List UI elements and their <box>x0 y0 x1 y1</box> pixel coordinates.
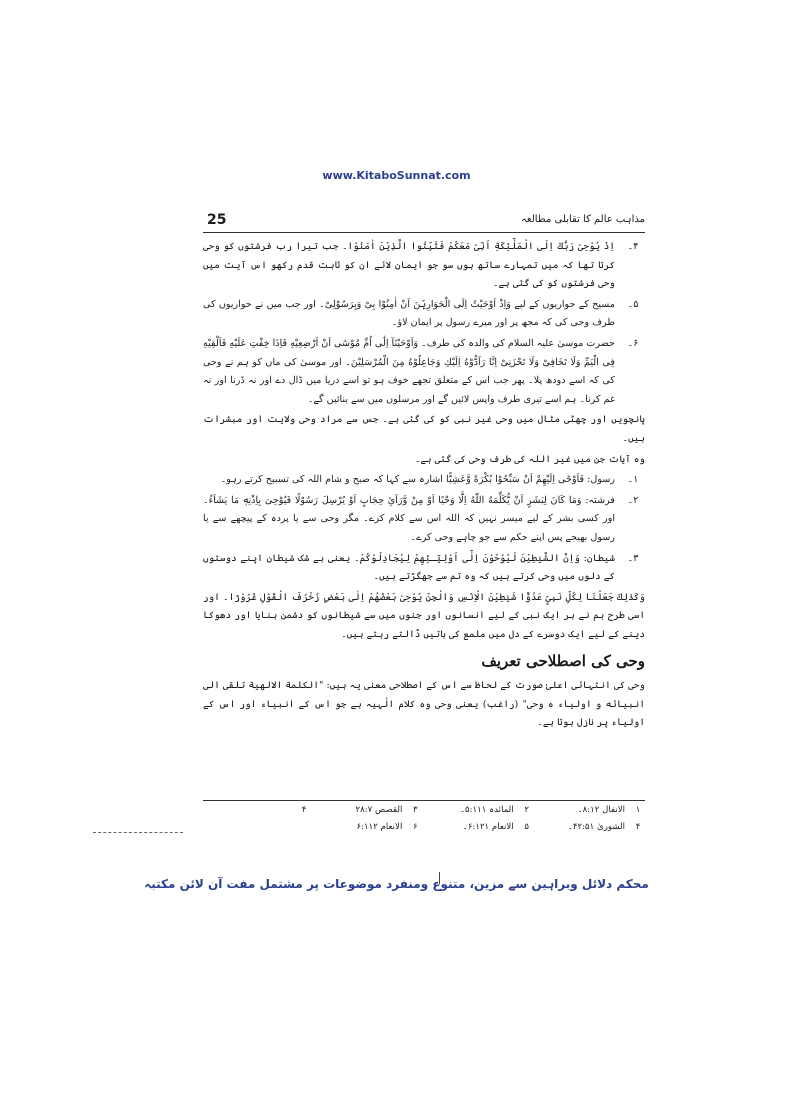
item-number: ۳۔ <box>627 552 639 564</box>
item-number: ۵۔ <box>627 298 639 310</box>
footnote-mark: ۵ <box>524 821 529 832</box>
footnote <box>426 805 534 815</box>
footnote-mark: ۲ <box>524 804 529 815</box>
footnote-ref: الانفال ۸:۱۲۔ <box>577 804 625 815</box>
list-item <box>203 296 645 333</box>
item-text: حضرت موسیٰ علیہ السلام کی والدہ کی طرف۔ وَاَوْحَيْنَآ اِلٰٓى اُمِّ مُوْسٰٓى اَنْ اَرْضِعِيْهِ فَاِذَا خِفْتِ عَلَيْهِ فَاَلْقِيْهِ فِى الْيَمِّ وَلَا تَخَافِىْ وَلَا تَحْزَنِىْ اِنَّا رَآدُّوْهُ اِلَيْكِ وَجَاعِلُوْهُ مِنَ الْمُرْسَلِيْنَ۔ اور موسیٰ کی ماں کو ہم نے وحی کی کہ اسے دودھ پلا۔ پھر جب اس کے متعلق تجھے خوف ہو تو اسے دریا میں ڈال دے اور نہ ڈرنا اور نہ غم کرنا۔ ہم اسے تیری طرف واپس لائیں گے اور مرسلوں میں سے بنائیں گے۔ <box>203 337 615 405</box>
item-text: فرشتہ: وَمَا كَانَ لِبَشَرٍ اَنْ يُّكَلِّمَهُ اللّٰهُ اِلَّا وَحْيًا اَوْ مِنْ وَّرَآئِ حِجَابٍ اَوْ يُرْسِلَ رَسُوْلًا فَيُوْحِىَ بِاِذْنِهٖ مَا يَشَآءُ۔ اور کسی بشر کے لیے میسر نہیں کہ اللہ اس سے کلام کرے۔ مگر وحی سے یا پردہ کے پیچھے سے یا رسول بھیجے پس اپنے حکم سے جو چاہے وحی کرے۔ <box>203 494 615 543</box>
footnote <box>537 805 645 815</box>
list-item <box>203 492 645 548</box>
item-number: ۶۔ <box>627 337 639 349</box>
item-number: ۲۔ <box>627 494 639 506</box>
footnote <box>537 822 645 832</box>
site-link[interactable]: www.KitaboSunnat.com <box>322 169 471 182</box>
footnotes <box>203 800 645 835</box>
footnote-mark: ۴ <box>301 804 307 815</box>
paragraph: وَكَذٰلِكَ جَعَلْنَا لِكُلِّ نَبِىٍّ عَدُوًّا شَيٰطِيْنَ الْاِنْسِ وَالْجِنِّ يُوْحِىْ بَعْضُهُمْ اِلٰى بَعْضٍ زُخْرُفَ الْقَوْلِ غُرُوْرًا۔ اور اسی طرح ہم نے ہر ایک نبی کے لیے انسانوں اور جنوں میں سے شیطانوں کو دشمن بنایا اور دھوکا دینے کے لیے ایک دوسرے کے دل میں ملمع کی باتیں ڈالتے رہتے ہیں۔ <box>203 591 645 640</box>
margin-dashes <box>93 832 183 833</box>
body-text <box>203 238 645 735</box>
footnote-ref: الانعام ۶:۱۱۲ <box>356 821 403 832</box>
list-item <box>203 335 645 409</box>
running-title: مذاہب عالم کا تقابلی مطالعہ <box>521 214 645 225</box>
paragraph: وہ آیات جن میں غیر اللہ کی طرف وحی کی گئی ہے۔ <box>414 453 645 465</box>
item-number: ۴۔ <box>627 241 639 252</box>
footnote-row <box>203 818 645 835</box>
page-header <box>203 212 645 233</box>
footnote <box>314 805 422 815</box>
footnote-mark: ۱ <box>635 804 641 815</box>
item-text: مسیح کے حواریوں کے لیے وَاِذْ اَوْحَيْتُ اِلَى الْحَوَارِيّٖنَ اَنْ اٰمِنُوْا بِىْ وَبِرَسُوْلِىْ۔ اور جب میں نے حواریوں کی طرف وحی کی کہ مجھ پر اور میرے رسول پر ایمان لاؤ۔ <box>203 298 615 329</box>
promo-banner[interactable]: محکم دلائل وبراہین سے مزین، متنوع ومنفرد موضوعات پر مشتمل مفت آن لائن مکتبہ <box>144 877 649 891</box>
book-page <box>203 212 645 862</box>
footnote-mark: ۳ <box>413 804 418 815</box>
definition-paragraph: وحی کی انتہائی اعلیٰ صورت کے لحاظ سے اس کے اصطلاحی معنی یہ ہیں: "الكلمة الالهية تلقى الى انبيائه و اولياء ه وحى" (راغب) یعنی وحی وہ کلام الٰہیہ ہے جو اس کے انبیاء اور اس کے اولیاء پر نازل ہوتا ہے۔ <box>203 680 645 729</box>
footnote <box>426 822 534 832</box>
footnote <box>314 822 422 832</box>
footnote-mark: ۴ <box>635 821 641 832</box>
item-text: اِذْ يُوْحِىْ رَبُّكَ اِلَى الْمَلٰٓئِكَةِ اَنِّىْ مَعَكُمْ فَثَبِّتُوا الَّذِيْنَ اٰمَنُوْا۔ جب تیرا رب فرشتوں کو وحی کرتا تھا کہ میں تمہارے ساتھ ہوں سو جو ایمان لائے ان کو ثابت قدم رکھو اس آیت میں وحی فرشتوں کو کی گئی ہے۔ <box>203 241 615 290</box>
page-number: 25 <box>207 212 227 228</box>
item-text: رسول: فَاَوْحٰٓى اِلَيْهِمْ اَنْ سَبِّحُوْا بُكْرَةً وَّعَشِيًّا اشارہ سے کہا کہ صبح و شام اللہ کی تسبیح کرتے رہو۔ <box>220 474 615 486</box>
footnote-mark: ۶ <box>413 821 418 832</box>
list-item <box>203 238 645 294</box>
list-item <box>203 471 645 490</box>
section-heading: وحی کی اصطلاحی تعریف <box>481 652 645 671</box>
footnote-row <box>203 801 645 818</box>
footnote <box>203 805 311 815</box>
footnote-ref: المائدہ ۵:۱۱۱۔ <box>460 804 514 815</box>
paragraph: پانچویں اور چھٹی مثال میں وحی غیر نبی کو کی گئی ہے۔ جس سے مراد وحی ولایت اور مبشرات ہیں۔ <box>203 414 645 444</box>
list-item <box>203 550 645 587</box>
item-text: شیطان: وَاِنَّ الشَّيٰطِيْنَ لَيُوْحُوْنَ اِلٰٓى اَوْلِيٰٓـئِهِمْ لِيُجَادِلُوْكُمْ۔ یعنی بے شک شیطان اپنے دوستوں کے دلوں میں وحی کرتے ہیں کہ وہ تم سے جھگڑتے ہیں۔ <box>203 552 615 583</box>
footnote-ref: الانعام ۶:۱۲۱۔ <box>462 821 514 832</box>
footnote-ref: القصص ۲۸:۷ <box>355 804 403 815</box>
item-number: ۱۔ <box>627 474 639 486</box>
footnote-ref: الشوریٰ ۴۲:۵۱۔ <box>567 821 625 832</box>
